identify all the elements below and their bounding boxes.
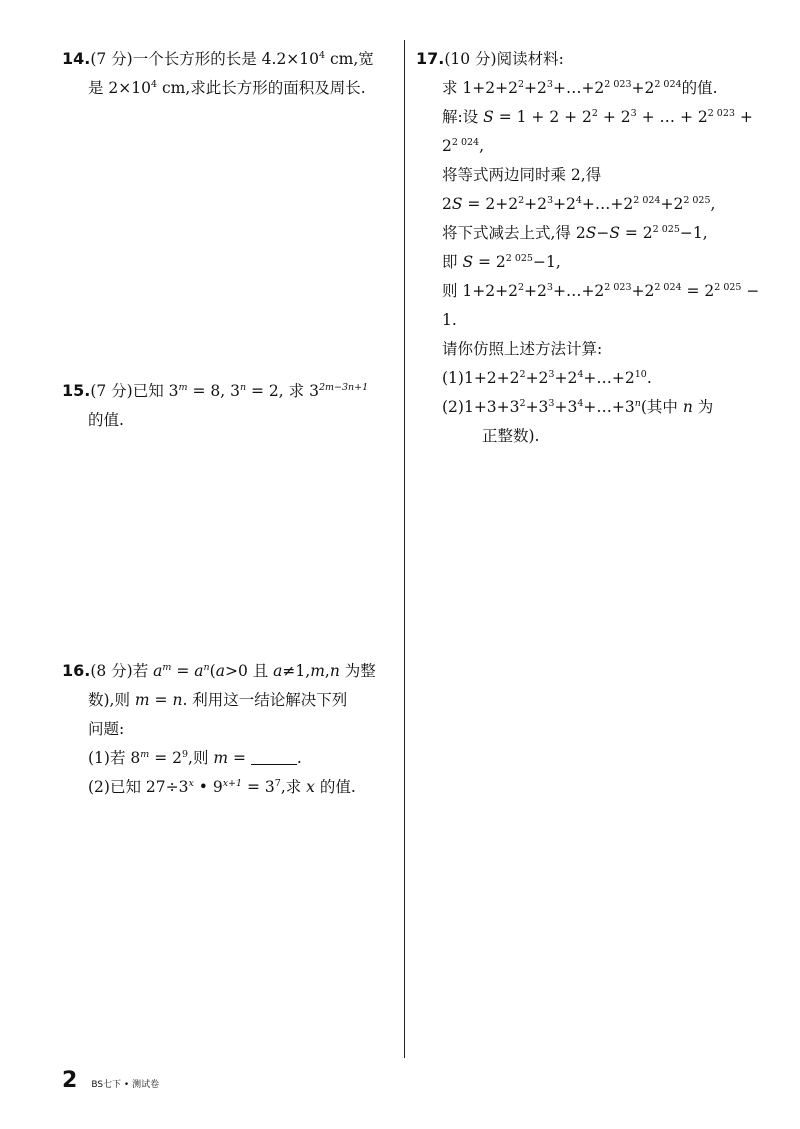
problem-text: −1, — [679, 224, 708, 242]
exponent: 2 023 — [707, 108, 735, 119]
exponent: 4 — [319, 50, 326, 61]
problem-text: = — [171, 662, 195, 680]
problem-score: (8 分) — [90, 662, 133, 680]
problem-text: (其中 — [640, 398, 683, 416]
problem-text: • 9 — [193, 778, 223, 796]
exponent: 4 — [575, 195, 582, 206]
exponent: 2 — [518, 195, 525, 206]
problem-text: 一个长方形的长是 4.2×10 — [132, 50, 320, 68]
problem-text: + — [734, 108, 753, 126]
exponent: 4 — [151, 79, 158, 90]
problem-text: . — [646, 369, 652, 387]
exponent: 2 024 — [654, 79, 682, 90]
problem-text: ,则 — [188, 749, 214, 767]
problem-score: (7 分) — [90, 50, 133, 68]
exponent: 2 — [519, 398, 526, 409]
column-divider — [404, 40, 405, 1058]
problem-text: = 8, 3 — [187, 382, 240, 400]
problem-text: −1, — [532, 253, 561, 271]
problem-text: 1. — [442, 311, 457, 329]
exponent: 2 025 — [714, 282, 742, 293]
exponent: 3 — [546, 79, 553, 90]
problem-text: − — [596, 224, 610, 242]
problem-text: +…+2 — [583, 369, 635, 387]
exponent: 3 — [548, 398, 555, 409]
problem-17-line-14 — [416, 422, 756, 451]
problem-text: +2 — [524, 195, 547, 213]
problem-text: cm,求此长方形的面积及周长. — [157, 79, 366, 97]
variable: a — [194, 662, 204, 680]
exponent: 10 — [634, 369, 647, 380]
problem-text: (1)若 8 — [88, 749, 141, 767]
problem-17-line-11 — [416, 335, 756, 364]
exponent: 2 023 — [604, 79, 632, 90]
variable: a — [273, 662, 283, 680]
exponent: 2 024 — [633, 195, 661, 206]
problem-text: = 2 — [681, 282, 715, 300]
problem-text: +…+2 — [552, 79, 605, 97]
problem-text: 正整数). — [482, 427, 540, 445]
problem-text: , — [324, 662, 330, 680]
problem-number: 16. — [62, 661, 91, 680]
problem-text: = 2, 求 3 — [246, 382, 319, 400]
problem-16-part-1 — [62, 744, 392, 773]
exponent: m — [178, 382, 188, 393]
exponent: 3 — [546, 195, 554, 206]
problem-text: 已知 3 — [132, 382, 179, 400]
exponent: 2 — [518, 79, 525, 90]
problem-17-part-2 — [416, 393, 756, 422]
problem-text: 解:设 — [442, 108, 484, 126]
problem-text: 是 2×10 — [88, 79, 151, 97]
problem-text: +3 — [554, 398, 578, 416]
problem-17-line-3 — [416, 103, 756, 132]
problem-text: ( — [209, 662, 216, 680]
problem-text: 请你仿照上述方法计算: — [442, 340, 603, 358]
variable: S — [462, 253, 474, 271]
problem-score: (7 分) — [90, 382, 133, 400]
problem-15-line-2 — [62, 406, 392, 435]
problem-text: = — [149, 691, 173, 709]
problem-17-line-2 — [416, 74, 756, 103]
exponent: 2 025 — [683, 195, 711, 206]
variable: n — [329, 662, 340, 680]
problem-text: 即 — [442, 253, 463, 271]
exponent: 2 025 — [652, 224, 680, 235]
problem-text: 的值. — [681, 79, 718, 97]
problem-text: 2 — [442, 195, 452, 213]
variable: S — [609, 224, 620, 242]
page-number: 2 — [62, 1068, 78, 1093]
problem-text: = 3 — [242, 778, 275, 796]
problem-text: ,求 — [280, 778, 307, 796]
problem-number: 17. — [416, 49, 445, 68]
problem-text: 2 — [442, 137, 452, 155]
problem-text: 为 — [692, 398, 714, 416]
problem-text: 求 1+2+2 — [442, 79, 518, 97]
problem-text: . 利用这一结论解决下列 — [182, 691, 348, 709]
exponent: x — [188, 778, 194, 789]
variable: a — [153, 662, 163, 680]
problem-text: +2 — [660, 195, 684, 213]
problem-text: . — [296, 749, 302, 767]
exponent: 2 — [519, 369, 526, 380]
exponent: 2 024 — [654, 282, 682, 293]
problem-text: 数),则 — [88, 691, 135, 709]
problem-17-part-1 — [416, 364, 756, 393]
exponent: 3 — [630, 108, 637, 119]
problem-14-line-1 — [62, 44, 392, 74]
variable: m — [134, 691, 150, 709]
problem-text: +2 — [631, 282, 655, 300]
problem-text: + … + 2 — [636, 108, 708, 126]
problem-17-line-6 — [416, 190, 756, 219]
problem-text: = 2+2 — [462, 195, 519, 213]
problem-17-line-9 — [416, 277, 760, 306]
exponent: 3 — [548, 369, 555, 380]
exponent: m — [162, 662, 172, 673]
problem-text: 为整 — [339, 662, 376, 680]
problem-text: +2 — [525, 369, 549, 387]
problem-text: +…+3 — [583, 398, 635, 416]
exponent: n — [203, 662, 210, 673]
exponent: 3 — [546, 282, 553, 293]
exponent: 2m−3n+1 — [318, 382, 369, 393]
problem-text: +…+2 — [581, 195, 634, 213]
problem-text: +2 — [553, 195, 576, 213]
variable: S — [483, 108, 494, 126]
variable: x — [306, 778, 315, 796]
problem-text: = 2 — [149, 749, 182, 767]
variable: m — [310, 662, 325, 680]
problem-14-line-2 — [62, 74, 392, 103]
exponent: 2 — [591, 108, 598, 119]
problem-16-line-1 — [62, 656, 392, 686]
exponent: 4 — [577, 398, 584, 409]
problem-17-line-5 — [416, 161, 756, 190]
exponent: 2 — [518, 282, 525, 293]
problem-17-line-7 — [416, 219, 756, 248]
problem-text: = 2 — [619, 224, 653, 242]
problem-16-line-2 — [62, 686, 392, 715]
footer-label: BS七下 • 测试卷 — [91, 1080, 160, 1090]
problem-text: 将下式减去上式,得 2 — [442, 224, 586, 242]
variable: n — [172, 691, 183, 709]
problem-text: = — [228, 749, 251, 767]
problem-text: cm,宽 — [325, 50, 374, 68]
problem-text: = 2 — [473, 253, 506, 271]
exponent: n — [239, 382, 247, 393]
problem-title: 阅读材料: — [496, 50, 564, 68]
problem-text: 的值. — [88, 411, 124, 429]
exponent: 4 — [577, 369, 584, 380]
problem-16-part-2 — [62, 773, 392, 802]
problem-text: 的值. — [314, 778, 356, 796]
variable: S — [451, 195, 463, 213]
problem-text: ≠1, — [282, 662, 311, 680]
problem-17-line-1 — [416, 44, 756, 74]
problem-text: +2 — [524, 79, 547, 97]
answer-blank[interactable] — [251, 750, 297, 765]
problem-text: 将等式两边同时乘 2,得 — [442, 166, 602, 184]
variable: m — [213, 749, 229, 767]
problem-16-line-3 — [62, 715, 392, 744]
problem-text: >0 且 — [224, 662, 274, 680]
problem-text: +2 — [524, 282, 547, 300]
problem-text: 问题: — [88, 720, 125, 738]
problem-15-line-1 — [62, 376, 392, 406]
exponent: n — [634, 398, 641, 409]
problem-17-line-4 — [416, 132, 756, 161]
variable: a — [215, 662, 225, 680]
problem-text: +…+2 — [552, 282, 605, 300]
problem-14 — [62, 44, 392, 103]
problem-text: (2)1+3+3 — [442, 398, 520, 416]
problem-number: 15. — [62, 381, 91, 400]
exponent: m — [140, 749, 150, 760]
exponent: x+1 — [222, 778, 243, 789]
problem-text: +3 — [525, 398, 549, 416]
problem-text: , — [710, 195, 716, 213]
variable: n — [682, 398, 693, 416]
problem-text: +2 — [631, 79, 655, 97]
page-footer — [62, 1068, 159, 1093]
exponent: 2 023 — [604, 282, 632, 293]
problem-text: 若 — [132, 662, 154, 680]
problem-number: 14. — [62, 49, 91, 68]
problem-text: − — [741, 282, 760, 300]
problem-16 — [62, 656, 392, 802]
exponent: 2 025 — [505, 253, 533, 264]
problem-text: +2 — [554, 369, 578, 387]
problem-17-line-8 — [416, 248, 756, 277]
exponent: 7 — [274, 778, 281, 789]
problem-text: = 1 + 2 + 2 — [493, 108, 592, 126]
exponent: 9 — [181, 749, 189, 760]
problem-15 — [62, 376, 392, 435]
problem-score: (10 分) — [444, 50, 497, 68]
problem-text: (1)1+2+2 — [442, 369, 520, 387]
problem-text: 则 1+2+2 — [442, 282, 518, 300]
problem-17 — [416, 44, 760, 451]
exponent: 2 024 — [451, 137, 480, 148]
problem-text: , — [479, 137, 485, 155]
variable: S — [585, 224, 597, 242]
problem-text: (2)已知 27÷3 — [88, 778, 189, 796]
problem-text: + 2 — [597, 108, 631, 126]
problem-17-line-10 — [416, 306, 756, 335]
